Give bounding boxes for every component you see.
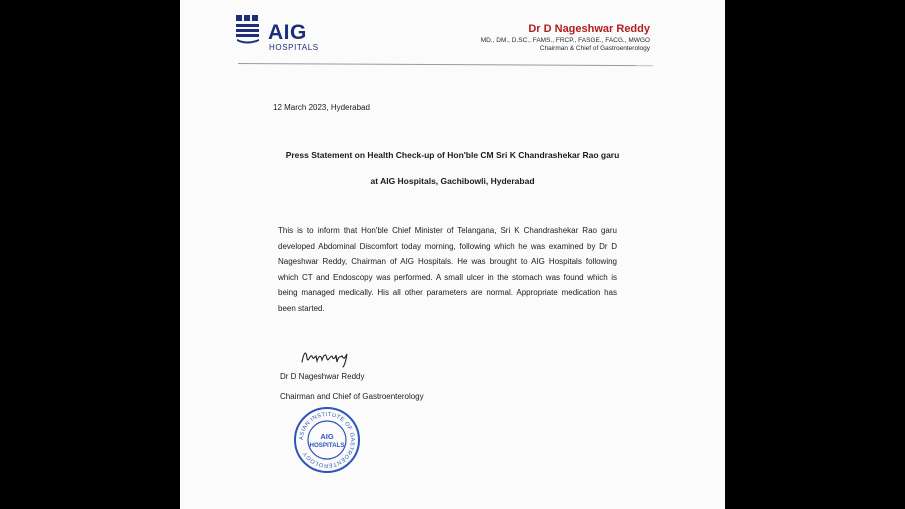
- body-line: developed Abdominal Discomfort today morning, following which he was examined by Dr D: [278, 241, 617, 251]
- letter-page: [180, 0, 725, 509]
- date-place: 12 March 2023, Hyderabad: [273, 103, 370, 112]
- logo-subtext: HOSPITALS: [269, 43, 319, 52]
- handwritten-signature: [300, 346, 360, 368]
- doctor-designation: Chairman & Chief of Gastroenterology: [539, 45, 650, 52]
- hospital-seal-stamp: [293, 406, 361, 474]
- seal-ring-text: ASIAN INSTITUTE OF GASTROENTEROLOGY: [298, 411, 356, 469]
- aig-logo-emblem: [235, 14, 265, 44]
- seal-center-line-2: HOSPITALS: [309, 442, 345, 449]
- body-line: which CT and Endoscopy was performed. A small ulcer in the stomach was found which is: [278, 272, 617, 282]
- body-line: been started.: [278, 303, 325, 313]
- statement-subheading: at AIG Hospitals, Gachibowli, Hyderabad: [370, 176, 535, 186]
- statement-body: [278, 223, 617, 316]
- statement-heading: Press Statement on Health Check-up of Hon'ble CM Sri K Chandrashekar Rao garu: [285, 150, 620, 160]
- right-black-band: [725, 0, 905, 509]
- letterhead-divider: [238, 63, 653, 66]
- signatory-title: Chairman and Chief of Gastroenterology: [280, 392, 424, 401]
- left-black-band: [0, 0, 180, 509]
- seal-center-line-1: AIG: [320, 432, 334, 441]
- body-line: Nageshwar Reddy, Chairman of AIG Hospitals. He was brought to AIG Hospitals following: [278, 257, 617, 266]
- signatory-name: Dr D Nageshwar Reddy: [280, 372, 365, 381]
- body-line: being managed medically. His all other parameters are normal. Appropriate medication has: [278, 288, 617, 297]
- aig-logo: [235, 14, 320, 58]
- logo-brand-text: AIG: [268, 21, 307, 44]
- doctor-qualifications: MD., DM., D.SC., FAMS., FRCP., FASGE., FACG., MWGO: [480, 37, 650, 44]
- doctor-name-header: Dr D Nageshwar Reddy: [528, 23, 650, 35]
- body-line: This is to inform that Hon'ble Chief Minister of Telangana, Sri K Chandrashekar Rao garu: [278, 226, 617, 235]
